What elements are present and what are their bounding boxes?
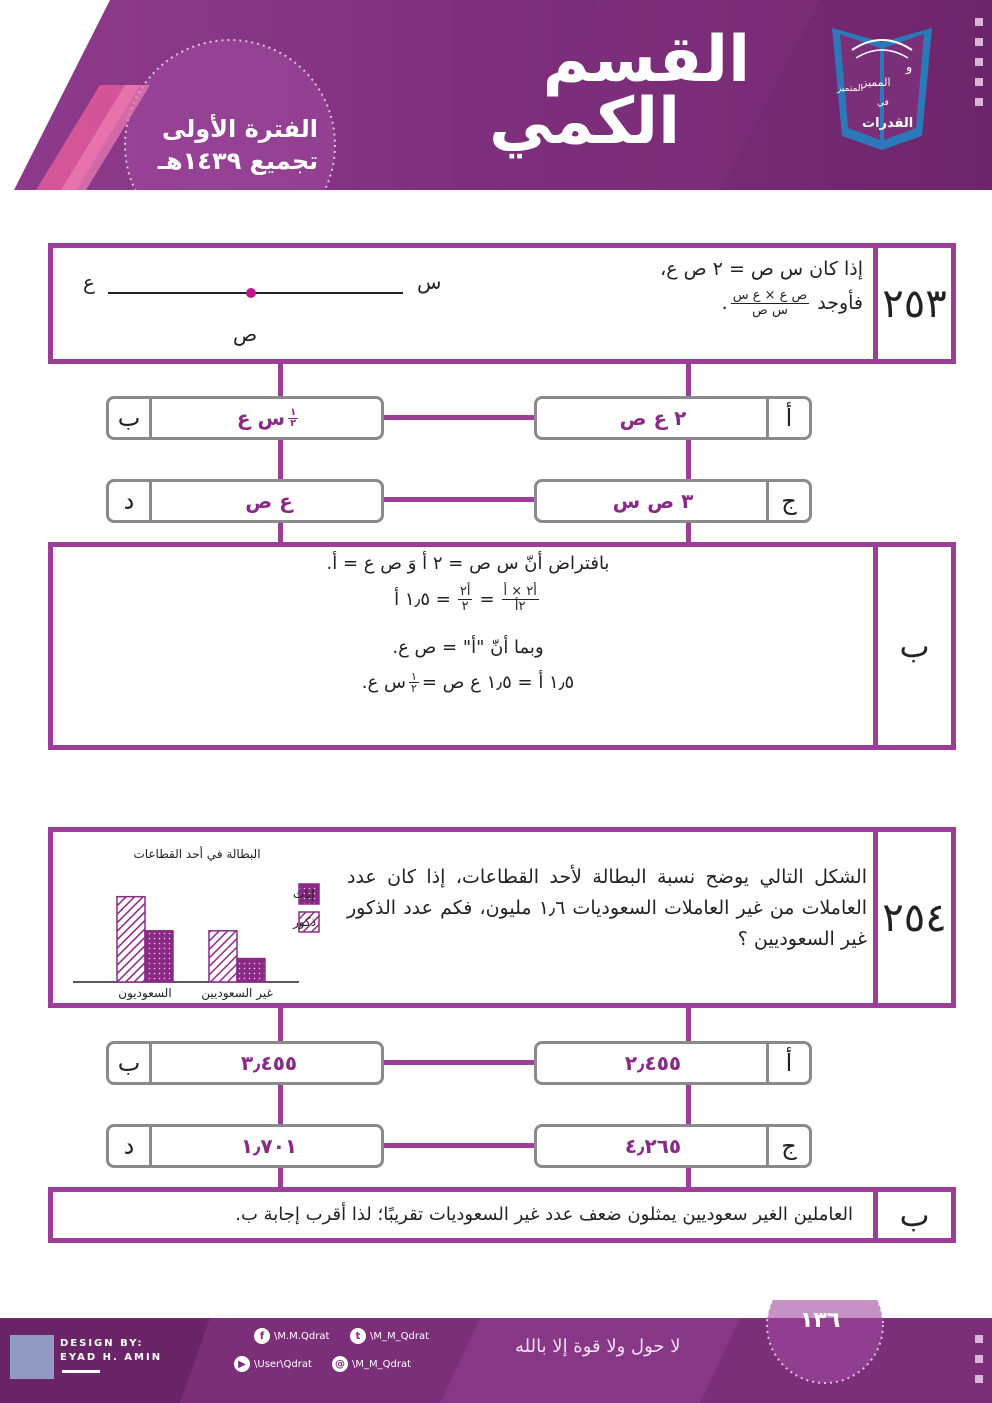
facebook-link[interactable]: [254, 1328, 329, 1344]
twitter-handle: \M_M_Qdrat: [370, 1330, 430, 1342]
segment-diagram: [103, 283, 413, 303]
option-value: ١٫٧٠١: [240, 1134, 298, 1158]
option-letter: ج: [766, 482, 809, 520]
design-by-label: DESIGN BY:: [60, 1338, 144, 1349]
calligraphy-text: لا حول ولا قوة إلا بالله: [515, 1336, 681, 1357]
logo-text-3: القدرات: [862, 116, 914, 131]
twitter-icon: t: [350, 1328, 366, 1344]
option-letter: ب: [109, 399, 152, 437]
connector-line: [384, 1060, 534, 1065]
question-253-find: فأوجد: [817, 292, 863, 314]
legend-label: ذكور: [293, 915, 317, 929]
answer-254-letter: ب: [873, 1192, 951, 1238]
connector-line: [384, 1143, 534, 1148]
bar-male-1: [209, 931, 237, 982]
solution-line4-b: س ع.: [361, 672, 406, 693]
answer-254-box: [48, 1187, 956, 1243]
bar-female-0: [145, 931, 173, 982]
designer-name: EYAD H. AMIN: [60, 1352, 163, 1363]
page-header: [0, 0, 992, 190]
social-handle: \M_M_Qdrat: [352, 1358, 412, 1370]
answer-253-box: [48, 542, 956, 750]
option-value: ٣٫٤٥٥: [240, 1051, 298, 1075]
period-label: الفترة الأولى: [161, 115, 319, 143]
page-number: ١٣٦: [800, 1308, 841, 1333]
solution-fraction-3: [409, 671, 419, 694]
midpoint-dot: [246, 288, 256, 298]
fraction-denominator: ٢: [290, 417, 297, 429]
segment-label-right: س: [417, 270, 442, 294]
question-253-line2: [722, 288, 863, 319]
option-value: ٢ ع ص: [619, 406, 687, 430]
solution-line1: بافتراض أنّ س ص = ٢ أ وَ ص ع = أ.: [326, 553, 610, 574]
segment-label-mid: ص: [233, 322, 258, 346]
question-253-number: ٢٥٣: [873, 248, 951, 359]
option-letter: أ: [766, 1044, 809, 1082]
q253-option-c[interactable]: [534, 479, 812, 523]
youtube-handle: \User\Qdrat: [254, 1358, 312, 1370]
fraction-numerator: أ٢ × أ: [503, 584, 537, 599]
section-title-line2: الكمي: [489, 85, 680, 159]
q254-option-a[interactable]: [534, 1041, 812, 1085]
fraction-numerator: ١: [410, 670, 417, 683]
brand-logo: [822, 20, 942, 152]
option-letter: د: [109, 482, 152, 520]
at-icon: @: [332, 1356, 348, 1372]
q253-option-b[interactable]: [106, 396, 384, 440]
option-value: ٤٫٢٦٥: [624, 1134, 682, 1158]
segment-label-left: ع: [83, 270, 95, 294]
bar-female-1: [237, 959, 265, 982]
facebook-icon: f: [254, 1328, 270, 1344]
solution-line2-result: = ١٫٥ أ: [394, 589, 451, 610]
option-letter: ج: [766, 1127, 809, 1165]
fraction-denominator: ٢: [410, 682, 417, 695]
social-link[interactable]: [332, 1356, 411, 1372]
solution-fraction-1: [502, 585, 539, 614]
youtube-icon: ▶: [234, 1356, 250, 1372]
twitter-link[interactable]: [350, 1328, 429, 1344]
fraction-denominator: ٢أ: [514, 599, 526, 614]
fraction-numerator: ١: [290, 406, 297, 418]
q253-option-d[interactable]: [106, 479, 384, 523]
question-254-number: ٢٥٤: [873, 832, 951, 1003]
x-tick-label: السعوديون: [118, 986, 172, 1000]
question-253-line1: إذا كان س ص = ٢ ص ع،: [660, 258, 863, 280]
equals-sign: =: [479, 589, 495, 610]
q254-option-c[interactable]: [534, 1124, 812, 1168]
question-253-fraction: [731, 289, 810, 318]
option-value: ٢٫٤٥٥: [624, 1051, 682, 1075]
logo-text-4: و: [906, 60, 913, 75]
fraction-denominator: س ص: [752, 303, 788, 318]
fraction-numerator: ص ع × ع س: [732, 288, 808, 303]
fraction-numerator: أ٢: [459, 584, 471, 599]
option-letter: أ: [766, 399, 809, 437]
question-253-box: [48, 243, 956, 364]
bar-male-0: [117, 897, 145, 982]
facebook-handle: \M.M.Qdrat: [274, 1330, 330, 1342]
fraction-denominator: ٢: [461, 599, 469, 614]
connector-line: [384, 415, 534, 420]
question-254-text: الشكل التالي يوضح نسبة البطالة لأحد القطاعات، إذا كان عدد العاملات من غير العاملات السعوديات ١٫٦ مليون، فكم عدد الذكور غير السعوديين ؟: [347, 866, 868, 950]
connector-line: [384, 497, 534, 502]
option-value: [153, 399, 385, 437]
option-fraction: [288, 408, 298, 429]
solution-line4-a: ١٫٥ أ = ١٫٥ ع ص =: [421, 672, 575, 693]
youtube-link[interactable]: [234, 1356, 312, 1372]
legend-label: إناث: [293, 887, 315, 901]
logo-text-2: في: [877, 98, 889, 108]
q254-option-b[interactable]: [106, 1041, 384, 1085]
answer-254-text: العاملين الغير سعوديين يمثلون ضعف عدد غير السعوديات تقريبًا؛ لذا أقرب إجابة ب.: [235, 1204, 853, 1225]
answer-253-letter: ب: [873, 547, 951, 745]
option-letter: ب: [109, 1044, 152, 1082]
chart-title: البطالة في أحد القطاعات: [133, 847, 261, 861]
question-254-box: [48, 827, 956, 1008]
collection-label: تجميع ١٤٣٩هـ: [157, 147, 319, 175]
logo-text-5: المتميز: [837, 84, 864, 94]
unemployment-chart: [67, 836, 337, 1006]
solution-line4: [53, 671, 883, 694]
question-253-period: .: [721, 292, 728, 314]
q254-option-d[interactable]: [106, 1124, 384, 1168]
solution-line2: [53, 585, 883, 614]
option-value-text: س ع: [236, 406, 286, 430]
option-value: ع ص: [245, 489, 293, 513]
section-title-line1: القسم: [542, 23, 750, 97]
logo-text-1: المميز: [862, 76, 891, 89]
page-footer: [0, 1300, 992, 1403]
solution-fraction-2: [458, 585, 473, 614]
option-value: ٣ ص س: [612, 489, 694, 513]
x-tick-label: غير السعوديين: [201, 986, 273, 1000]
solution-line3: وبما أنّ "أ" = ص ع.: [392, 637, 544, 658]
option-letter: د: [109, 1127, 152, 1165]
q253-option-a[interactable]: [534, 396, 812, 440]
